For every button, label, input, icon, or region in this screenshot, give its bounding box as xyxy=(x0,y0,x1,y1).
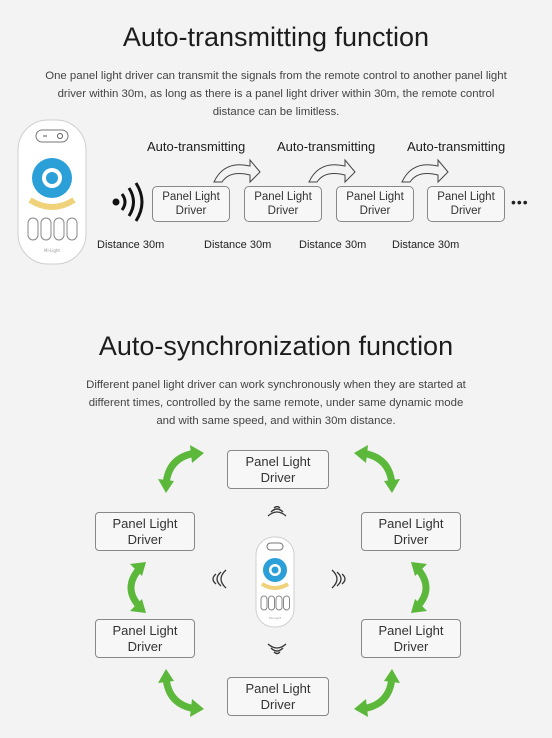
panel-light-driver: Panel Light Driver xyxy=(336,186,414,222)
panel-light-driver: Panel Light Driver xyxy=(95,512,195,551)
auto-transmitting-label: Auto-transmitting xyxy=(407,139,506,154)
sync-arrow-icon xyxy=(350,667,400,717)
sync-arrow-icon xyxy=(112,560,152,615)
section2-description: Different panel light driver can work synchronously when they are started at different times, controlled by the same remote, under same dynamic mode and with same speed, and within 30m distance. xyxy=(86,379,466,427)
remote-control-image xyxy=(16,118,88,266)
transmit-arrow-icon xyxy=(398,156,450,184)
sync-arrow-icon xyxy=(405,560,445,615)
panel-light-driver: Panel Light Driver xyxy=(152,186,230,222)
remote-control-image xyxy=(255,536,295,628)
panel-light-driver: Panel Light Driver xyxy=(227,450,329,489)
signal-waves-left-icon xyxy=(210,568,228,590)
distance-label: Distance 30m xyxy=(204,239,272,251)
signal-waves-down-icon xyxy=(265,642,289,656)
panel-light-driver: Panel Light Driver xyxy=(95,619,195,658)
section1-title: Auto-transmitting function xyxy=(122,22,430,52)
sync-arrow-icon xyxy=(158,667,208,717)
sync-arrow-icon xyxy=(350,445,400,495)
distance-label: Distance 30m xyxy=(97,239,165,251)
auto-transmitting-label: Auto-transmitting xyxy=(277,139,376,154)
panel-light-driver: Panel Light Driver xyxy=(361,619,461,658)
section1-description: One panel light driver can transmit the signals from the remote control to another panel light driver within 30m, as long as there is a panel light driver within 30m, the remote control distance can be limitless. xyxy=(45,70,507,118)
remote-brand: Mi-Light xyxy=(44,248,60,253)
signal-waves-right-icon xyxy=(330,568,348,590)
distance-label: Distance 30m xyxy=(392,239,460,251)
panel-light-driver: Panel Light Driver xyxy=(227,677,329,716)
sync-arrow-icon xyxy=(158,445,208,495)
transmit-arrow-icon xyxy=(210,156,262,184)
transmit-arrow-icon xyxy=(305,156,357,184)
distance-label: Distance 30m xyxy=(299,239,367,251)
signal-waves-icon xyxy=(110,182,148,222)
remote-brand: Mi-Light xyxy=(269,616,281,620)
more-ellipsis: ••• xyxy=(511,194,529,210)
panel-light-driver: Panel Light Driver xyxy=(244,186,322,222)
auto-transmitting-label: Auto-transmitting xyxy=(147,139,246,154)
panel-light-driver: Panel Light Driver xyxy=(361,512,461,551)
panel-light-driver: Panel Light Driver xyxy=(427,186,505,222)
section2-title: Auto-synchronization function xyxy=(98,331,454,361)
signal-waves-up-icon xyxy=(265,504,289,518)
